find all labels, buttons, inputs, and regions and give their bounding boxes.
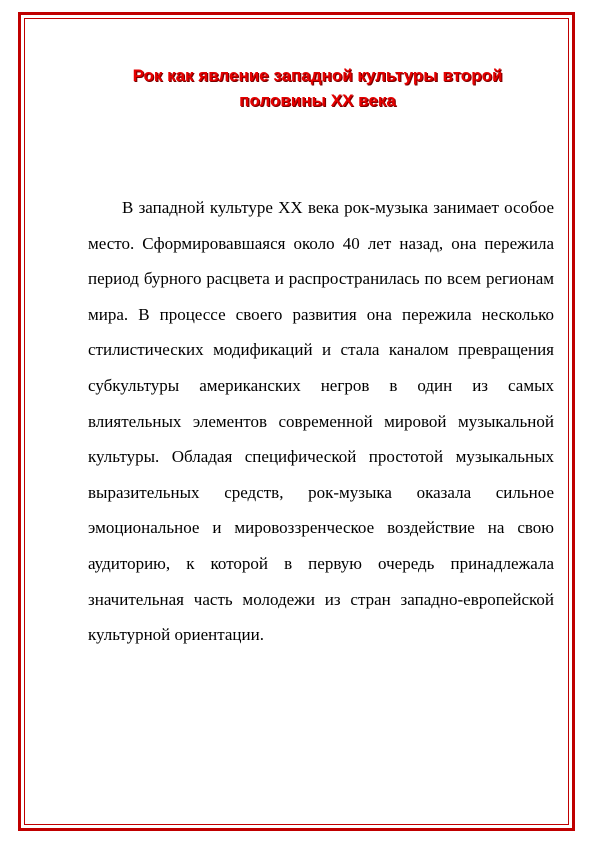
title-line-1: Рок как явление западной культуры второй <box>132 66 503 85</box>
body-paragraph: В западной культуре XX века рок-музыка занимает особое место. Сформировавшаяся около 40 лет назад, она пережила период бурного расцвета и распространилась по всем регионам мира. В процессе своего развития она пережила несколько стилистических модификаций и стала каналом превращения субкультуры американских негров в один из самых влиятельных элементов современной мировой музыкальной культуры. Обладая специфической простотой музыкальных выразительных средств, рок-музыка оказала сильное эмоциональное и мировоззренческое воздействие на свою аудиторию, к которой в первую очередь принадлежала значительная часть молодежи из стран западно-европейской культурной ориентации. <box>88 198 554 645</box>
document-title <box>60 63 575 113</box>
title-line-2: половины XX века <box>239 91 396 110</box>
